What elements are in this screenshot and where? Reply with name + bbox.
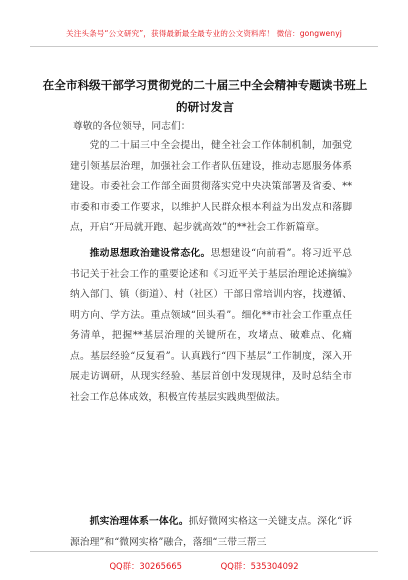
paragraph-3 [70, 512, 352, 553]
paragraph-2 [70, 244, 352, 408]
document-title: 在全市科级干部学习贯彻党的二十届三中全会精神专题读书班上的研讨发言 [42, 78, 368, 114]
paragraph-2-text: 思想建设“向前看”。将习近平总书记关于社会工作的重要论述和《习近平关于基层治理论述摘编》纳入部门、镇（街道）、村（社区）干部日常培训内容，找遵循、明方向、学方法。重点领域“回头看”。细化**市社会工作重点任务清单，把握**基层治理的关键所在，攻堵点、破难点、化痛点。基层经验“反复看”。认真践行“四下基层”工作制度，深入开展走访调研，从现实经验、基层首创中发现规律，及时总结全市社会工作总体成效，积极宣传基层实践典型做法。 [70, 248, 352, 403]
footer-banner [0, 560, 408, 572]
footer-qq-group-1: QQ群：30265665 [109, 561, 182, 571]
paragraph-2-heading: 推动思想政治建设常态化。 [89, 248, 211, 259]
salutation: 尊敬的各位领导，同志们： [73, 121, 191, 132]
paragraph-1-text: 党的二十届三中全会提出，健全社会工作体制机制，加强党建引领基层治理，加强社会工作者队伍建设，推动志愿服务体系建设。市委社会工作部全面贯彻落实党中央决策部署及省委、**市委和市委工作要求，以维护人民群众根本利益为出发点和落脚点，开启“开局就开跑、起步就高效”的**社会工作新篇章。 [70, 140, 352, 233]
footer-divider [30, 551, 378, 552]
header-divider [30, 46, 378, 47]
paragraph-3-text: 抓好微网实格这一关键支点。深化“诉源治理”和“微网实格”融合，落细“三带三帮三 [70, 516, 352, 548]
header-banner: 关注头条号“公文研究”，获得最新最全最专业的公文资料库！ 微信：gongwenyj [66, 29, 342, 38]
paragraph-3-heading: 抓实治理体系一体化。 [89, 516, 189, 527]
paragraph-1 [70, 136, 352, 239]
footer-qq-group-2: QQ群：535304092 [220, 561, 299, 571]
